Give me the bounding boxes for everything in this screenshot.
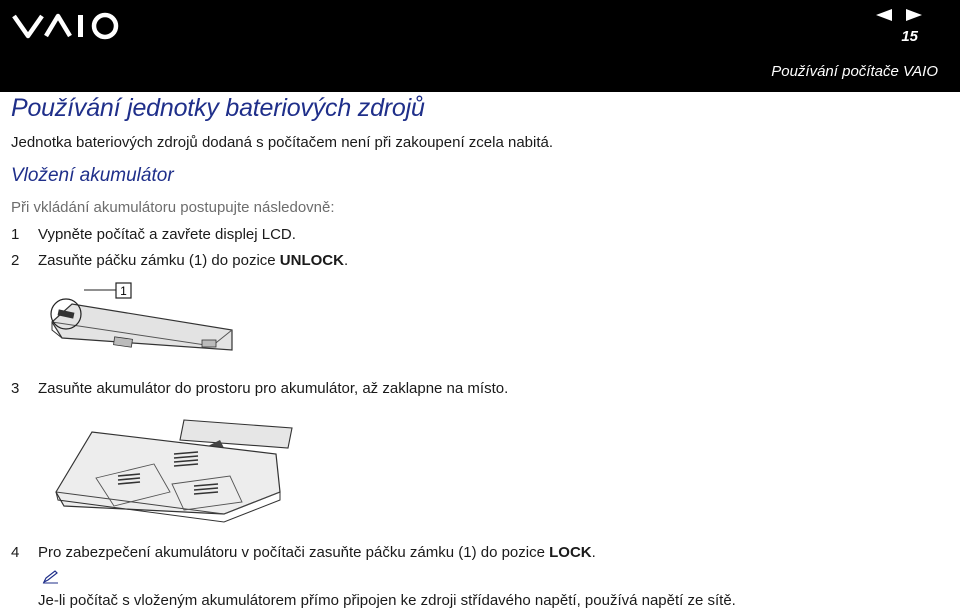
forward-arrow-icon[interactable] <box>904 8 926 22</box>
note-text: Je-li počítač s vloženým akumulátorem přímo připojen ke zdroji střídavého napětí, používá napětí ze sítě. <box>38 592 736 609</box>
step-text: Vypněte počítač a zavřete displej LCD. <box>38 226 296 243</box>
step-3 <box>11 380 508 397</box>
page-nav <box>872 8 926 22</box>
back-arrow-icon[interactable] <box>872 8 894 22</box>
section-name[interactable]: Používání počítače VAIO <box>771 63 938 80</box>
step-number: 1 <box>11 226 20 243</box>
intro-paragraph: Jednotka bateriových zdrojů dodaná s počítačem není při zakoupení zcela nabitá. <box>11 134 554 151</box>
step-2 <box>11 252 348 269</box>
step-text: Pro zabezpečení akumulátoru v počítači zasuňte páčku zámku (1) do pozice <box>38 544 550 561</box>
page-number: 15 <box>901 28 918 45</box>
laptop-battery-insert-illustration <box>44 414 294 524</box>
step-keyword: LOCK <box>549 544 592 561</box>
step-1 <box>11 226 296 243</box>
step-tail: . <box>343 252 349 269</box>
procedure-lead: Při vkládání akumulátoru postupujte následovně: <box>11 199 335 216</box>
page-header <box>0 0 960 92</box>
section-subheading: Vložení akumulátor <box>11 165 174 186</box>
step-number: 3 <box>11 380 20 397</box>
step-text: Zasuňte páčku zámku (1) do pozice <box>38 252 280 269</box>
page-title: Používání jednotky bateriových zdrojů <box>11 94 425 122</box>
battery-lock-illustration <box>42 282 242 364</box>
step-keyword: UNLOCK <box>279 252 344 269</box>
step-number: 4 <box>11 544 20 561</box>
vaio-logo <box>12 10 122 42</box>
step-number: 2 <box>11 252 20 269</box>
step-text: Zasuňte akumulátor do prostoru pro akumulátor, až zaklapne na místo. <box>38 380 509 397</box>
note-pen-icon <box>42 570 60 584</box>
step-4 <box>11 544 596 561</box>
step-tail: . <box>591 544 596 561</box>
figure1-callout: 1 <box>120 284 127 298</box>
